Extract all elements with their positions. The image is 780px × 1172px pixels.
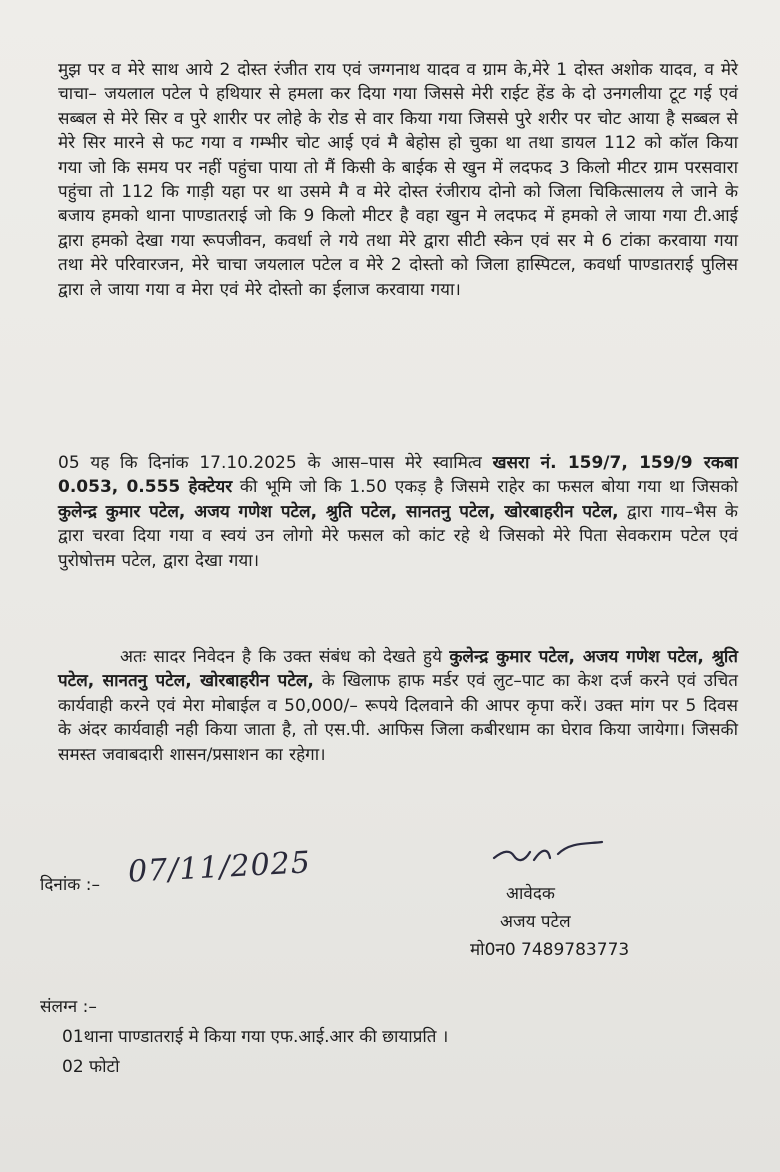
para3-text-2: के खिलाफ हाफ मर्डर एवं लुट–पाट का केश दर्ज करने एवं उचित कार्यवाही करने एवं मेरा मोबाईल व 50,000/– रूपये दिलवाने की आपर कृपा करें। उक्त मांग पर 5 दिवस के अंदर कार्यवाही नही किया जाता है, तो एस.पी. आफिस जिला कबीरधाम का घेराव किया जायेगा। जिसकी समस्त जवाबदारी शासन/प्रसाशन का रहेगा। bbox=[58, 671, 738, 765]
para3-accused-names: कुलेन्द्र कुमार पटेल, अजय गणेश पटेल, श्रुति पटेल, सानतनु पटेल, खोरबाहरीन पटेल, bbox=[58, 647, 738, 692]
para2-accused-names: कुलेन्द्र कुमार पटेल, अजय गणेश पटेल, श्रुति पटेल, सानतनु पटेल, खोरबाहरीन पटेल, bbox=[58, 501, 619, 522]
para2-text-3: द्वारा गाय–भैस के द्वारा चरवा दिया गया व स्वयं उन लोगो मेरे फसल को कांट रहे थे जिसको मेरे पिता सेवकराम पटेल एवं पुरोषोत्तम पटेल, द्वारा देखा गया। bbox=[58, 501, 738, 571]
applicant-block bbox=[470, 880, 670, 964]
applicant-name: अजय पटेल bbox=[500, 912, 571, 932]
attachment-item: 01थाना पाण्डातराई मे किया गया एफ.आई.आर की छायाप्रति । bbox=[62, 1027, 449, 1047]
para2-land-details: खसरा नं. 159/7, 159/9 रकबा 0.053, 0.555 हेक्टेयर bbox=[58, 453, 738, 498]
applicant-mobile: मो0न0 7489783773 bbox=[470, 940, 630, 960]
signature bbox=[490, 836, 610, 876]
applicant-label: आवेदक bbox=[506, 884, 555, 904]
paragraph-incident: मुझ पर व मेरे साथ आये 2 दोस्त रंजीत राय एवं जग्गनाथ यादव व ग्राम के,मेरे 1 दोस्त अशोक यादव, व मेरे चाचा– जयलाल पटेल पे हथियार से हमला कर दिया गया जिससे मेरी राईट हेंड के दो उनगलीया टूट गई एवं सब्बल से मेरे सिर व पुरे शारीर पर लोहे के रोड से वार किया गया जिससे पुरे शरीर पर चोट आया है सब्बल से मेरे सिर मारने से फट गया व गम्भीर चोट आई एवं मै बेहोस हो चुका था तथा डायल 112 को कॉल किया गया जो कि समय पर नहीं पहुंचा पाया तो मैं किसी के बाईक से खुन में लदफद 3 किलो मीटर ग्राम परसवारा पहुंचा तो 112 कि गाड़ी यहा पर था उसमे मै व मेरे दोस्त रंजीराय दोनो को जिला चिकित्सालय ले जाने के बजाय हमको थाना पाण्डातराई जो कि 9 किलो मीटर है वहा खुन मे लदफद में हमको ले जाया गया टी.आई द्वारा हमको देखा गया रूपजीवन, कवर्धा ले गये तथा मेरे द्वारा सीटी स्केन एवं सर मे 6 टांका करवाया गया तथा मेरे परिवारजन, मेरे चाचा जयलाल पटेल व मेरे 2 दोस्तो को जिला हास्पिटल, कवर्धा पाण्डातराई पुलिस द्वारा ले जाया गया व मेरा एवं मेरे दोस्तो का ईलाज करवाया गया। bbox=[58, 60, 738, 300]
attachments-label: संलग्न :– bbox=[40, 997, 97, 1017]
para3-text-1: अतः सादर निवेदन है कि उक्त संबंध को देखते हुये bbox=[120, 647, 450, 667]
handwritten-date: 07/11/2025 bbox=[127, 845, 312, 890]
paragraph-crop-damage bbox=[58, 451, 738, 573]
date-label: दिनांक :– bbox=[40, 875, 100, 895]
para2-text-1: 05 यह कि दिनांक 17.10.2025 के आस–पास मेरे स्वामित्व bbox=[58, 453, 493, 473]
para2-text-2: की भूमि जो कि 1.50 एकड़ है जिसमे राहेर का फसल बोया गया था जिसको bbox=[232, 477, 739, 498]
attachment-item: 02 फोटो bbox=[62, 1057, 120, 1077]
paragraph-request bbox=[58, 645, 738, 767]
